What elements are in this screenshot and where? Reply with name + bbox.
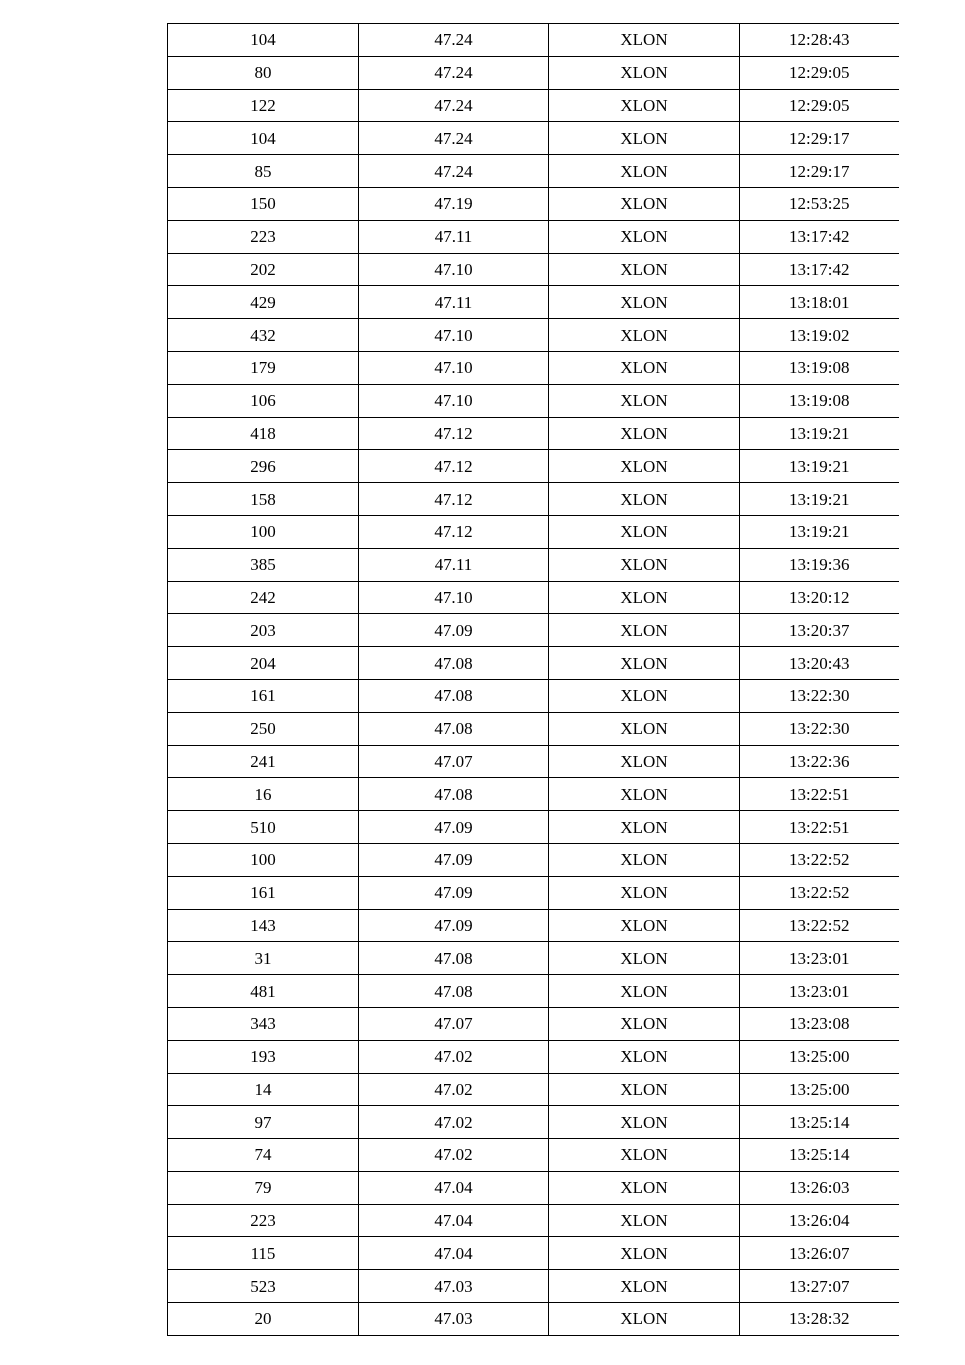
price-cell: 47.10 [359,319,549,352]
price-cell: 47.02 [359,1139,549,1172]
volume-cell: 161 [168,679,359,712]
table-row [168,548,899,581]
volume-cell: 203 [168,614,359,647]
table-row [168,187,899,220]
volume-cell: 104 [168,24,359,57]
table-row [168,253,899,286]
volume-cell: 100 [168,515,359,548]
time-cell: 13:23:08 [740,1007,899,1040]
price-cell: 47.02 [359,1073,549,1106]
volume-cell: 79 [168,1171,359,1204]
venue-cell: XLON [549,515,740,548]
time-cell: 13:22:30 [740,712,899,745]
volume-cell: 204 [168,647,359,680]
volume-cell: 97 [168,1106,359,1139]
time-cell: 13:25:00 [740,1040,899,1073]
venue-cell: XLON [549,450,740,483]
venue-cell: XLON [549,1270,740,1303]
volume-cell: 106 [168,384,359,417]
volume-cell: 432 [168,319,359,352]
venue-cell: XLON [549,811,740,844]
time-cell: 13:26:03 [740,1171,899,1204]
volume-cell: 202 [168,253,359,286]
price-cell: 47.10 [359,351,549,384]
volume-cell: 250 [168,712,359,745]
price-cell: 47.04 [359,1237,549,1270]
table-row [168,647,899,680]
price-cell: 47.08 [359,679,549,712]
price-cell: 47.09 [359,843,549,876]
price-cell: 47.07 [359,745,549,778]
time-cell: 13:25:14 [740,1106,899,1139]
venue-cell: XLON [549,1106,740,1139]
table-row [168,1171,899,1204]
time-cell: 13:19:36 [740,548,899,581]
price-cell: 47.11 [359,548,549,581]
price-cell: 47.12 [359,417,549,450]
price-cell: 47.08 [359,975,549,1008]
time-cell: 13:22:30 [740,679,899,712]
venue-cell: XLON [549,745,740,778]
time-cell: 13:20:12 [740,581,899,614]
venue-cell: XLON [549,351,740,384]
venue-cell: XLON [549,1303,740,1336]
time-cell: 13:17:42 [740,253,899,286]
time-cell: 13:19:08 [740,384,899,417]
venue-cell: XLON [549,1007,740,1040]
venue-cell: XLON [549,122,740,155]
volume-cell: 80 [168,56,359,89]
venue-cell: XLON [549,1237,740,1270]
volume-cell: 16 [168,778,359,811]
time-cell: 12:29:05 [740,56,899,89]
time-cell: 13:22:52 [740,909,899,942]
price-cell: 47.04 [359,1171,549,1204]
venue-cell: XLON [549,1204,740,1237]
venue-cell: XLON [549,384,740,417]
table-row [168,89,899,122]
table-row [168,811,899,844]
venue-cell: XLON [549,647,740,680]
time-cell: 13:22:51 [740,778,899,811]
time-cell: 13:26:07 [740,1237,899,1270]
venue-cell: XLON [549,843,740,876]
price-cell: 47.10 [359,384,549,417]
venue-cell: XLON [549,712,740,745]
volume-cell: 143 [168,909,359,942]
table-row [168,384,899,417]
price-cell: 47.12 [359,515,549,548]
price-cell: 47.08 [359,942,549,975]
price-cell: 47.09 [359,614,549,647]
table-row [168,483,899,516]
price-cell: 47.19 [359,187,549,220]
volume-cell: 20 [168,1303,359,1336]
table-row [168,220,899,253]
time-cell: 13:26:04 [740,1204,899,1237]
time-cell: 13:18:01 [740,286,899,319]
venue-cell: XLON [549,778,740,811]
price-cell: 47.02 [359,1106,549,1139]
price-cell: 47.03 [359,1270,549,1303]
table-row [168,1237,899,1270]
table-row [168,745,899,778]
time-cell: 13:19:08 [740,351,899,384]
price-cell: 47.10 [359,253,549,286]
volume-cell: 104 [168,122,359,155]
volume-cell: 122 [168,89,359,122]
table-row [168,1106,899,1139]
table-row [168,876,899,909]
venue-cell: XLON [549,1040,740,1073]
venue-cell: XLON [549,975,740,1008]
price-cell: 47.24 [359,56,549,89]
table-row [168,1139,899,1172]
price-cell: 47.24 [359,24,549,57]
volume-cell: 14 [168,1073,359,1106]
venue-cell: XLON [549,253,740,286]
venue-cell: XLON [549,942,740,975]
volume-cell: 523 [168,1270,359,1303]
price-cell: 47.12 [359,450,549,483]
volume-cell: 193 [168,1040,359,1073]
time-cell: 13:19:21 [740,515,899,548]
venue-cell: XLON [549,876,740,909]
time-cell: 13:19:21 [740,417,899,450]
volume-cell: 481 [168,975,359,1008]
table-row [168,843,899,876]
volume-cell: 158 [168,483,359,516]
volume-cell: 100 [168,843,359,876]
price-cell: 47.09 [359,876,549,909]
table-row [168,1270,899,1303]
volume-cell: 429 [168,286,359,319]
time-cell: 13:23:01 [740,975,899,1008]
venue-cell: XLON [549,24,740,57]
venue-cell: XLON [549,909,740,942]
price-cell: 47.03 [359,1303,549,1336]
table-row [168,1303,899,1336]
time-cell: 12:29:05 [740,89,899,122]
table-row [168,155,899,188]
venue-cell: XLON [549,614,740,647]
time-cell: 12:29:17 [740,155,899,188]
volume-cell: 385 [168,548,359,581]
price-cell: 47.10 [359,581,549,614]
time-cell: 13:17:42 [740,220,899,253]
venue-cell: XLON [549,1171,740,1204]
price-cell: 47.24 [359,89,549,122]
time-cell: 13:22:52 [740,876,899,909]
trades-table-body [168,24,899,1336]
price-cell: 47.11 [359,220,549,253]
volume-cell: 223 [168,1204,359,1237]
volume-cell: 161 [168,876,359,909]
price-cell: 47.12 [359,483,549,516]
venue-cell: XLON [549,1073,740,1106]
volume-cell: 241 [168,745,359,778]
table-row [168,614,899,647]
venue-cell: XLON [549,319,740,352]
volume-cell: 296 [168,450,359,483]
venue-cell: XLON [549,581,740,614]
time-cell: 13:19:21 [740,483,899,516]
volume-cell: 179 [168,351,359,384]
price-cell: 47.04 [359,1204,549,1237]
venue-cell: XLON [549,56,740,89]
venue-cell: XLON [549,1139,740,1172]
volume-cell: 510 [168,811,359,844]
table-row [168,515,899,548]
price-cell: 47.11 [359,286,549,319]
venue-cell: XLON [549,220,740,253]
price-cell: 47.09 [359,811,549,844]
venue-cell: XLON [549,187,740,220]
table-row [168,417,899,450]
time-cell: 13:19:02 [740,319,899,352]
venue-cell: XLON [549,548,740,581]
table-row [168,450,899,483]
price-cell: 47.08 [359,712,549,745]
volume-cell: 74 [168,1139,359,1172]
table-row [168,679,899,712]
venue-cell: XLON [549,417,740,450]
trades-table [167,23,899,1336]
time-cell: 13:23:01 [740,942,899,975]
table-row [168,909,899,942]
time-cell: 13:22:51 [740,811,899,844]
table-row [168,24,899,57]
price-cell: 47.09 [359,909,549,942]
time-cell: 13:19:21 [740,450,899,483]
venue-cell: XLON [549,89,740,122]
time-cell: 12:29:17 [740,122,899,155]
table-row [168,1073,899,1106]
table-row [168,581,899,614]
table-row [168,319,899,352]
table-row [168,942,899,975]
volume-cell: 223 [168,220,359,253]
table-row [168,122,899,155]
price-cell: 47.08 [359,647,549,680]
volume-cell: 150 [168,187,359,220]
volume-cell: 31 [168,942,359,975]
time-cell: 12:28:43 [740,24,899,57]
table-row [168,1204,899,1237]
table-row [168,286,899,319]
time-cell: 13:25:00 [740,1073,899,1106]
table-row [168,1007,899,1040]
volume-cell: 418 [168,417,359,450]
price-cell: 47.07 [359,1007,549,1040]
price-cell: 47.24 [359,155,549,188]
volume-cell: 115 [168,1237,359,1270]
table-row [168,56,899,89]
volume-cell: 85 [168,155,359,188]
time-cell: 13:27:07 [740,1270,899,1303]
price-cell: 47.02 [359,1040,549,1073]
price-cell: 47.08 [359,778,549,811]
volume-cell: 242 [168,581,359,614]
table-row [168,351,899,384]
time-cell: 13:22:36 [740,745,899,778]
table-row [168,712,899,745]
price-cell: 47.24 [359,122,549,155]
time-cell: 13:25:14 [740,1139,899,1172]
time-cell: 13:20:37 [740,614,899,647]
table-row [168,1040,899,1073]
time-cell: 13:20:43 [740,647,899,680]
venue-cell: XLON [549,483,740,516]
venue-cell: XLON [549,155,740,188]
table-row [168,778,899,811]
venue-cell: XLON [549,679,740,712]
time-cell: 12:53:25 [740,187,899,220]
venue-cell: XLON [549,286,740,319]
time-cell: 13:22:52 [740,843,899,876]
volume-cell: 343 [168,1007,359,1040]
time-cell: 13:28:32 [740,1303,899,1336]
table-row [168,975,899,1008]
